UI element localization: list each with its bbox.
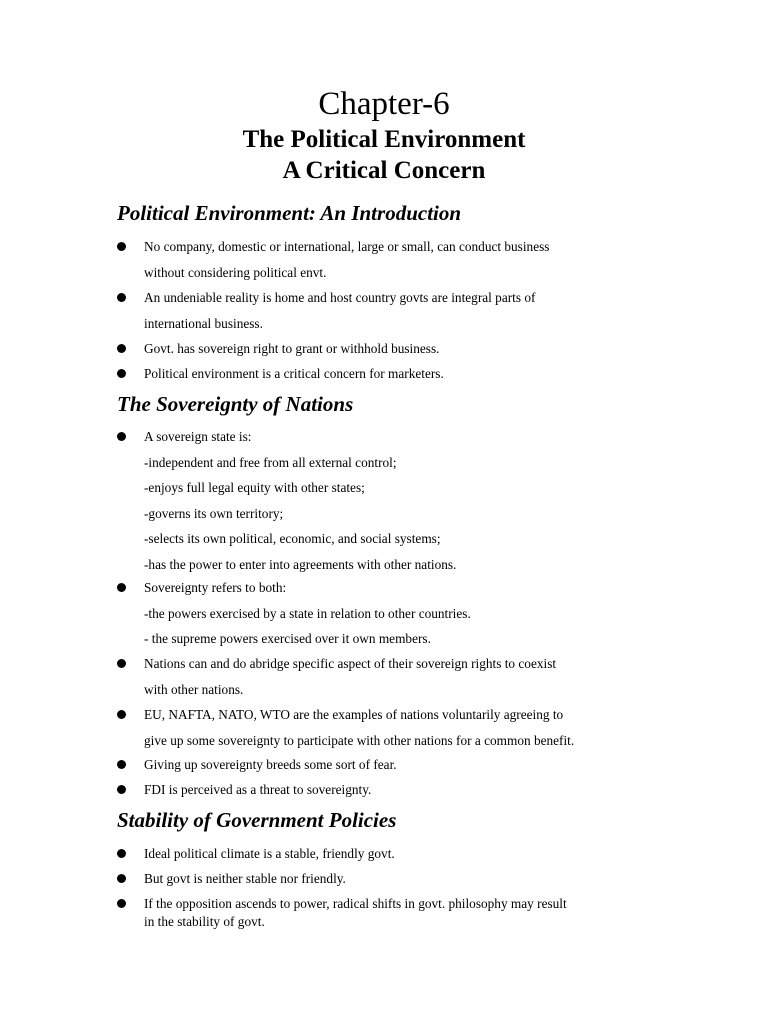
- list-item: [117, 361, 657, 387]
- section-heading-sovereignty: The Sovereignty of Nations: [117, 392, 354, 416]
- item-line: -enjoys full legal equity with other states;: [144, 480, 365, 495]
- item-line: -independent and free from all external control;: [144, 454, 397, 470]
- list-item: [117, 752, 657, 778]
- list-item: [117, 234, 657, 285]
- chapter-title: Chapter-6: [318, 86, 450, 122]
- item-line: If the opposition ascends to power, radical shifts in govt. philosophy may result: [144, 896, 567, 911]
- bullet-icon: [117, 242, 126, 251]
- bullet-icon: [117, 293, 126, 302]
- item-line: Ideal political climate is a stable, friendly govt.: [144, 846, 395, 861]
- item-line: A sovereign state is:: [144, 429, 252, 444]
- list-item: [117, 424, 657, 577]
- bullet-icon: [117, 899, 126, 908]
- item-line: An undeniable reality is home and host country govts are integral parts of: [144, 290, 536, 305]
- item-line: But govt is neither stable nor friendly.: [144, 871, 346, 886]
- bullet-icon: [117, 432, 126, 441]
- list-item: [117, 841, 657, 867]
- item-line: with other nations.: [144, 681, 244, 697]
- bullet-icon: [117, 710, 126, 719]
- item-line: international business.: [144, 315, 263, 331]
- item-line: -selects its own political, economic, and social systems;: [144, 531, 441, 546]
- list-item: [117, 575, 657, 652]
- bullet-icon: [117, 369, 126, 378]
- list-item: [117, 336, 657, 362]
- bullet-icon: [117, 849, 126, 858]
- list-item: [117, 777, 657, 803]
- bullet-icon: [117, 785, 126, 794]
- item-line: Govt. has sovereign right to grant or withhold business.: [144, 341, 440, 356]
- item-line: without considering political envt.: [144, 264, 327, 280]
- item-line: Sovereignty refers to both:: [144, 580, 287, 595]
- bullet-icon: [117, 583, 126, 592]
- list-item: [117, 651, 657, 702]
- section-heading-introduction: Political Environment: An Introduction: [117, 201, 462, 225]
- item-line: - the supreme powers exercised over it own members.: [144, 631, 431, 646]
- chapter-subtitle-line-1: The Political Environment: [242, 126, 526, 153]
- list-item: [117, 895, 657, 931]
- item-line: in the stability of govt.: [144, 914, 265, 929]
- bullet-icon: [117, 760, 126, 769]
- item-line: FDI is perceived as a threat to sovereignty.: [144, 782, 372, 797]
- chapter-subtitle-line-2: A Critical Concern: [282, 157, 486, 184]
- item-line: -has the power to enter into agreements with other nations.: [144, 556, 457, 572]
- item-line: EU, NAFTA, NATO, WTO are the examples of nations voluntarily agreeing to: [144, 707, 564, 722]
- list-item: [117, 702, 657, 753]
- list-item: [117, 866, 657, 892]
- bullet-icon: [117, 344, 126, 353]
- item-line: Nations can and do abridge specific aspect of their sovereign rights to coexist: [144, 656, 557, 671]
- bullet-icon: [117, 659, 126, 668]
- item-line: Giving up sovereignty breeds some sort of fear.: [144, 757, 397, 772]
- item-line: -governs its own territory;: [144, 505, 284, 521]
- item-line: No company, domestic or international, large or small, can conduct business: [144, 239, 550, 254]
- item-line: give up some sovereignty to participate with other nations for a common benefit.: [144, 732, 575, 748]
- section-heading-stability: Stability of Government Policies: [117, 808, 397, 832]
- bullet-icon: [117, 874, 126, 883]
- list-item: [117, 285, 657, 336]
- item-line: -the powers exercised by a state in relation to other countries.: [144, 605, 471, 621]
- item-line: Political environment is a critical concern for marketers.: [144, 366, 444, 381]
